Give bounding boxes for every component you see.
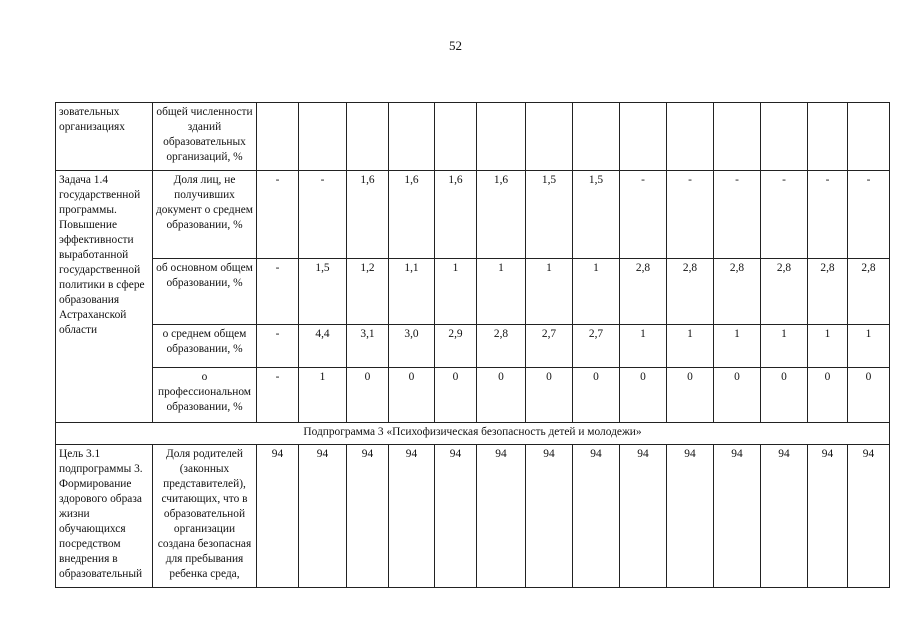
- value-cell: 0: [573, 368, 620, 423]
- indicator-cell: общей численности зданий образовательных организаций, %: [153, 103, 257, 171]
- subprogram-header: Подпрограмма 3 «Психофизическая безопасность детей и молодежи»: [56, 423, 890, 445]
- goal-cell: зовательных организациях: [56, 103, 153, 171]
- value-cell: 94: [848, 445, 890, 588]
- value-cell: 0: [435, 368, 477, 423]
- value-cell: 94: [808, 445, 848, 588]
- table-row: [56, 445, 890, 588]
- value-cell: 0: [667, 368, 714, 423]
- value-cell: 1: [620, 325, 667, 368]
- value-cell: 1: [714, 325, 761, 368]
- goal-cell: Цель 3.1 подпрограммы 3. Формирование здорового образа жизни обучающихся посредством внедрения в образовательный: [56, 445, 153, 588]
- value-cell: 1: [761, 325, 808, 368]
- value-cell: 0: [389, 368, 435, 423]
- value-cell: [435, 103, 477, 171]
- value-cell: -: [620, 171, 667, 259]
- value-cell: [848, 103, 890, 171]
- value-cell: 0: [808, 368, 848, 423]
- value-cell: 1,2: [347, 259, 389, 325]
- value-cell: -: [257, 368, 299, 423]
- value-cell: 1,5: [526, 171, 573, 259]
- value-cell: 2,7: [573, 325, 620, 368]
- value-cell: 0: [714, 368, 761, 423]
- value-cell: 2,7: [526, 325, 573, 368]
- value-cell: [761, 103, 808, 171]
- value-cell: 1: [526, 259, 573, 325]
- indicators-table: [55, 102, 890, 588]
- value-cell: 2,8: [477, 325, 526, 368]
- value-cell: 3,1: [347, 325, 389, 368]
- page-number: 52: [449, 38, 462, 53]
- value-cell: [808, 103, 848, 171]
- value-cell: [667, 103, 714, 171]
- value-cell: 94: [347, 445, 389, 588]
- value-cell: 2,9: [435, 325, 477, 368]
- value-cell: 0: [848, 368, 890, 423]
- value-cell: 4,4: [299, 325, 347, 368]
- value-cell: 94: [714, 445, 761, 588]
- value-cell: 94: [435, 445, 477, 588]
- value-cell: [299, 103, 347, 171]
- table-row: [56, 171, 890, 259]
- value-cell: [477, 103, 526, 171]
- value-cell: 94: [477, 445, 526, 588]
- value-cell: 94: [299, 445, 347, 588]
- indicator-cell: Доля родителей (законных представителей), считающих, что в образовательной организации создана безопасная для пребывания ребенка среда,: [153, 445, 257, 588]
- indicator-cell: о профессиональном образовании, %: [153, 368, 257, 423]
- value-cell: 0: [526, 368, 573, 423]
- value-cell: 1: [808, 325, 848, 368]
- value-cell: [257, 103, 299, 171]
- value-cell: 2,8: [761, 259, 808, 325]
- table-row: [56, 368, 890, 423]
- value-cell: [347, 103, 389, 171]
- value-cell: 1: [667, 325, 714, 368]
- value-cell: [714, 103, 761, 171]
- table-row: [56, 423, 890, 445]
- goal-cell: Задача 1.4 государственной программы. Повышение эффективности выработанной государственной политики в сфере образования Астраханской области: [56, 171, 153, 423]
- value-cell: 1,6: [347, 171, 389, 259]
- value-cell: 1,5: [299, 259, 347, 325]
- table-row: [56, 325, 890, 368]
- value-cell: -: [299, 171, 347, 259]
- value-cell: -: [667, 171, 714, 259]
- value-cell: [389, 103, 435, 171]
- value-cell: 0: [761, 368, 808, 423]
- value-cell: -: [714, 171, 761, 259]
- value-cell: 2,8: [808, 259, 848, 325]
- value-cell: -: [808, 171, 848, 259]
- value-cell: -: [257, 171, 299, 259]
- value-cell: 1: [435, 259, 477, 325]
- value-cell: -: [257, 259, 299, 325]
- value-cell: 1: [848, 325, 890, 368]
- value-cell: 0: [620, 368, 667, 423]
- value-cell: 94: [389, 445, 435, 588]
- value-cell: 94: [667, 445, 714, 588]
- value-cell: 1: [573, 259, 620, 325]
- value-cell: [526, 103, 573, 171]
- value-cell: 1,6: [477, 171, 526, 259]
- indicator-cell: о среднем общем образовании, %: [153, 325, 257, 368]
- value-cell: 94: [573, 445, 620, 588]
- indicator-cell: Доля лиц, не получивших документ о среднем образовании, %: [153, 171, 257, 259]
- value-cell: 2,8: [620, 259, 667, 325]
- value-cell: 1,6: [435, 171, 477, 259]
- value-cell: -: [257, 325, 299, 368]
- value-cell: -: [848, 171, 890, 259]
- value-cell: 3,0: [389, 325, 435, 368]
- value-cell: [620, 103, 667, 171]
- value-cell: 1: [477, 259, 526, 325]
- indicator-cell: об основном общем образовании, %: [153, 259, 257, 325]
- value-cell: 1: [299, 368, 347, 423]
- table-row: [56, 103, 890, 171]
- value-cell: 1,1: [389, 259, 435, 325]
- value-cell: 2,8: [667, 259, 714, 325]
- value-cell: 94: [526, 445, 573, 588]
- value-cell: -: [761, 171, 808, 259]
- value-cell: [573, 103, 620, 171]
- table-row: [56, 259, 890, 325]
- value-cell: 94: [761, 445, 808, 588]
- value-cell: 1,6: [389, 171, 435, 259]
- value-cell: 94: [620, 445, 667, 588]
- value-cell: 2,8: [714, 259, 761, 325]
- value-cell: 2,8: [848, 259, 890, 325]
- value-cell: 0: [347, 368, 389, 423]
- value-cell: 1,5: [573, 171, 620, 259]
- value-cell: 0: [477, 368, 526, 423]
- value-cell: 94: [257, 445, 299, 588]
